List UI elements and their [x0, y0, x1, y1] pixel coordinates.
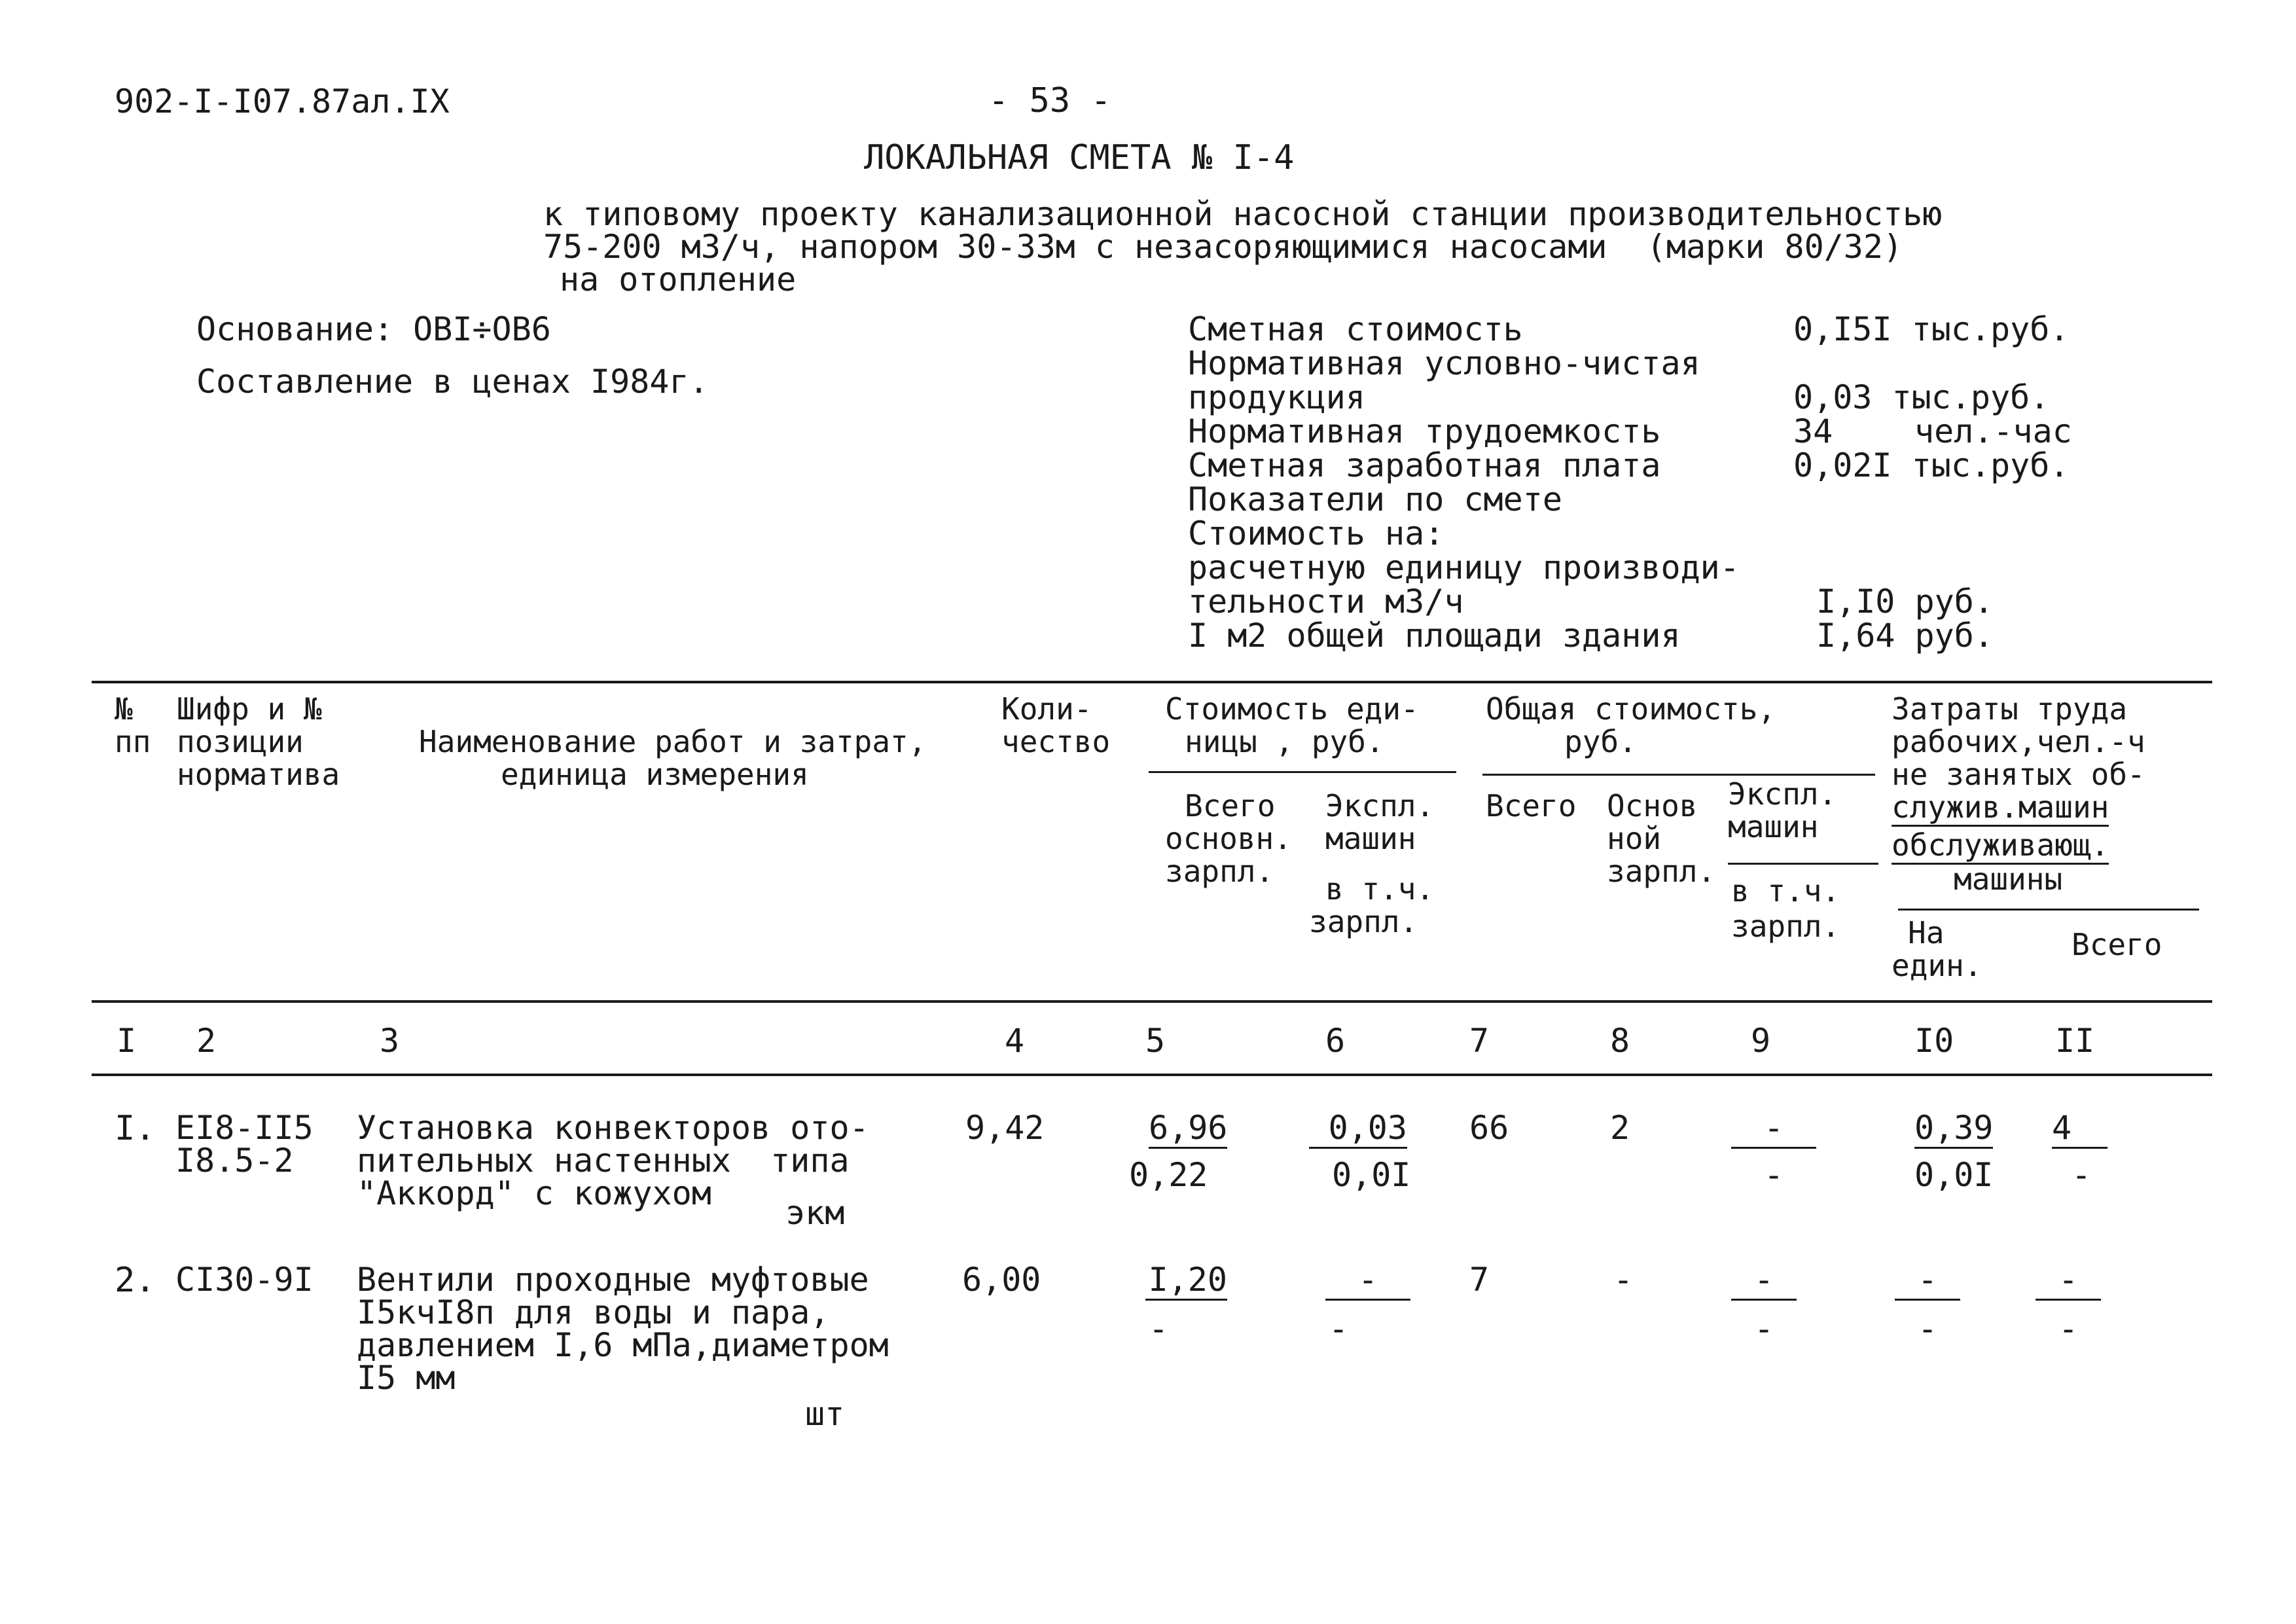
- labor-value: 34: [1793, 412, 1833, 450]
- col-header-total-mach: машин: [1728, 809, 1819, 844]
- table-top-rule: [92, 681, 2212, 683]
- col-header-unit-total: основн.: [1165, 821, 1292, 856]
- row-name: пительных настенных типа: [357, 1142, 850, 1180]
- col-header-num: №: [115, 691, 133, 727]
- row-unit-wage: -: [1149, 1310, 1169, 1348]
- row-unit: шт: [805, 1395, 845, 1433]
- col-header-total-cost: руб.: [1564, 724, 1637, 759]
- col-header-labor: рабочих,чел.-ч: [1892, 724, 2145, 759]
- row-labor-total: -: [2036, 1263, 2101, 1301]
- indicator-line: тельности м3/ч: [1188, 583, 1464, 621]
- row-labor-total: 4: [2052, 1111, 2108, 1149]
- col-header-labor-serv: обслуживающ.: [1892, 830, 2109, 865]
- row-labor-unit-serv: 0,0I: [1914, 1156, 1994, 1194]
- col-header-qty: Коли-: [1001, 691, 1092, 727]
- indicator-line: Сметная стоимость: [1188, 310, 1523, 348]
- col-header-unit-mach-wage: в т.ч.: [1325, 871, 1435, 907]
- row-unit-mach: 0,03: [1309, 1111, 1407, 1149]
- page-number: - 53 -: [988, 81, 1111, 120]
- column-number: 7: [1469, 1022, 1490, 1060]
- estimated-cost-value: 0,I5I тыс.руб.: [1793, 310, 2070, 348]
- col-header-unit-total: Всего: [1185, 788, 1276, 823]
- column-number: 6: [1325, 1022, 1346, 1060]
- indicator-line: Нормативная трудоемкость: [1188, 412, 1661, 450]
- indicator-line: Показатели по смете: [1188, 480, 1562, 518]
- colnum-bottom-rule: [92, 1074, 2212, 1076]
- row-code: EI8-II5: [175, 1109, 314, 1147]
- col-header-total-base: ной: [1607, 821, 1662, 856]
- row-name: "Аккорд" с кожухом: [357, 1174, 711, 1212]
- document-code: 902-I-I07.87ал.IX: [115, 82, 450, 120]
- col-header-unit-total: зарпл.: [1165, 854, 1274, 889]
- col-header-unit-mach-wage: зарпл.: [1309, 904, 1418, 939]
- col-header-labor: Затраты труда: [1892, 691, 2128, 727]
- row-unit-cost: 6,96: [1149, 1111, 1227, 1149]
- subtitle-line-3: на отопление: [560, 261, 797, 298]
- indicator-line: I м2 общей площади здания: [1188, 617, 1681, 655]
- col-header-name: единица измерения: [501, 757, 809, 792]
- row-code: CI30-9I: [175, 1261, 314, 1299]
- page-title: ЛОКАЛЬНАЯ СМЕТА № I-4: [864, 138, 1295, 177]
- col-header-num: пп: [115, 724, 151, 759]
- col-header-code: Шифр и №: [177, 691, 322, 727]
- col-header-total-base: Основ: [1607, 788, 1698, 823]
- indicator-line: Сметная заработная плата: [1188, 446, 1661, 484]
- row-labor-total-serv: -: [2058, 1310, 2079, 1348]
- column-number: 9: [1751, 1022, 1771, 1060]
- row-name: I5 мм: [357, 1359, 456, 1397]
- price-level-line: Составление в ценах I984г.: [196, 363, 709, 401]
- row-labor-total-serv: -: [2072, 1156, 2092, 1194]
- column-number: 4: [1005, 1022, 1025, 1060]
- col-header-labor-unit: На: [1908, 915, 1945, 950]
- row-unit: экм: [785, 1194, 845, 1232]
- col-header-labor: не занятых об-: [1892, 757, 2145, 792]
- col-header-labor: служив.машин: [1892, 792, 2109, 827]
- subtitle-line-2: 75-200 м3/ч, напором 30-33м с незасоряющимися насосами (марки 80/32): [543, 228, 1903, 266]
- col-header-unit-mach: Экспл.: [1325, 788, 1435, 823]
- col-header-total-all: Всего: [1486, 788, 1577, 823]
- row-name: Установка конвекторов ото-: [357, 1109, 869, 1147]
- row-unit-mach: -: [1325, 1263, 1410, 1301]
- row-total-cost: 66: [1469, 1109, 1509, 1147]
- column-number: 3: [380, 1022, 400, 1060]
- row-unit-mach-wage: -: [1329, 1310, 1349, 1348]
- row-name: давлением I,6 мПа,диаметром: [357, 1326, 889, 1364]
- column-number: 5: [1145, 1022, 1166, 1060]
- total-cost-rule: [1482, 774, 1875, 776]
- basis-line: Основание: OBI÷OB6: [196, 310, 551, 348]
- col-header-unit-mach: машин: [1325, 821, 1416, 856]
- indicator-line: расчетную единицу производи-: [1188, 549, 1740, 586]
- net-product-value: 0,03 тыс.руб.: [1793, 378, 2050, 416]
- row-unit-mach-wage: 0,0I: [1332, 1156, 1411, 1194]
- row-qty: 9,42: [965, 1109, 1045, 1147]
- labor-unit: чел.-час: [1914, 412, 2072, 450]
- row-total-base: -: [1613, 1261, 1634, 1299]
- column-number: I: [117, 1022, 137, 1060]
- col-header-labor-total: Всего: [2072, 927, 2162, 962]
- column-number: II: [2055, 1022, 2095, 1060]
- unit-cost-rule: [1149, 771, 1456, 773]
- row-unit-wage: 0,22: [1129, 1156, 1208, 1194]
- col-header-unit-cost: ницы , руб.: [1185, 724, 1384, 759]
- row-unit-cost: I,20: [1145, 1263, 1227, 1301]
- row-number: I.: [115, 1109, 156, 1148]
- column-number: 2: [196, 1022, 217, 1060]
- mach-wage-rule: [1728, 863, 1878, 865]
- indicator-line: Стоимость на:: [1188, 514, 1444, 552]
- row-labor-unit: -: [1895, 1263, 1960, 1301]
- col-header-code: позиции: [177, 724, 304, 759]
- row-total-base: 2: [1610, 1109, 1630, 1147]
- indicator-line: продукция: [1188, 378, 1365, 416]
- column-number: 8: [1610, 1022, 1630, 1060]
- row-total-mach: -: [1731, 1111, 1816, 1149]
- header-bottom-rule: [92, 1000, 2212, 1003]
- row-name: Вентили проходные муфтовые: [357, 1261, 869, 1299]
- row-total-mach-wage: -: [1754, 1310, 1774, 1348]
- col-header-total-base: зарпл.: [1607, 854, 1716, 889]
- row-total-mach-wage: -: [1764, 1156, 1784, 1194]
- col-header-total-mach: Экспл.: [1728, 776, 1837, 812]
- subtitle-line-1: к типовому проекту канализационной насосной станции производительностью: [543, 195, 1943, 233]
- col-header-total-mach-wage: в т.ч.: [1731, 873, 1840, 909]
- col-header-labor-unit: един.: [1892, 948, 1982, 983]
- row-total-mach: -: [1731, 1263, 1797, 1301]
- indicator-line: Нормативная условно-чистая: [1188, 344, 1700, 382]
- row-name: I5кчI8п для воды и пара,: [357, 1293, 830, 1331]
- col-header-labor-serv: машины: [1954, 861, 2063, 897]
- row-labor-unit: 0,39: [1914, 1111, 1993, 1149]
- row-code: I8.5-2: [175, 1142, 294, 1180]
- col-header-total-cost: Общая стоимость,: [1486, 691, 1776, 727]
- row-qty: 6,00: [962, 1261, 1041, 1299]
- col-header-name: Наименование работ и затрат,: [419, 724, 927, 759]
- wages-value: 0,02I тыс.руб.: [1793, 446, 2070, 484]
- row-number: 2.: [115, 1261, 156, 1300]
- col-header-qty: чество: [1001, 724, 1111, 759]
- per-m2-cost-value: I,64 руб.: [1816, 617, 1994, 655]
- col-header-total-mach-wage: зарпл.: [1731, 909, 1840, 944]
- col-header-unit-cost: Стоимость еди-: [1165, 691, 1419, 727]
- row-labor-unit-serv: -: [1918, 1310, 1938, 1348]
- column-number: I0: [1914, 1022, 1954, 1060]
- per-unit-cost-value: I,I0 руб.: [1816, 583, 1994, 621]
- row-total-cost: 7: [1469, 1261, 1490, 1299]
- col-header-code: норматива: [177, 757, 340, 792]
- labor-serv-rule: [1898, 909, 2199, 911]
